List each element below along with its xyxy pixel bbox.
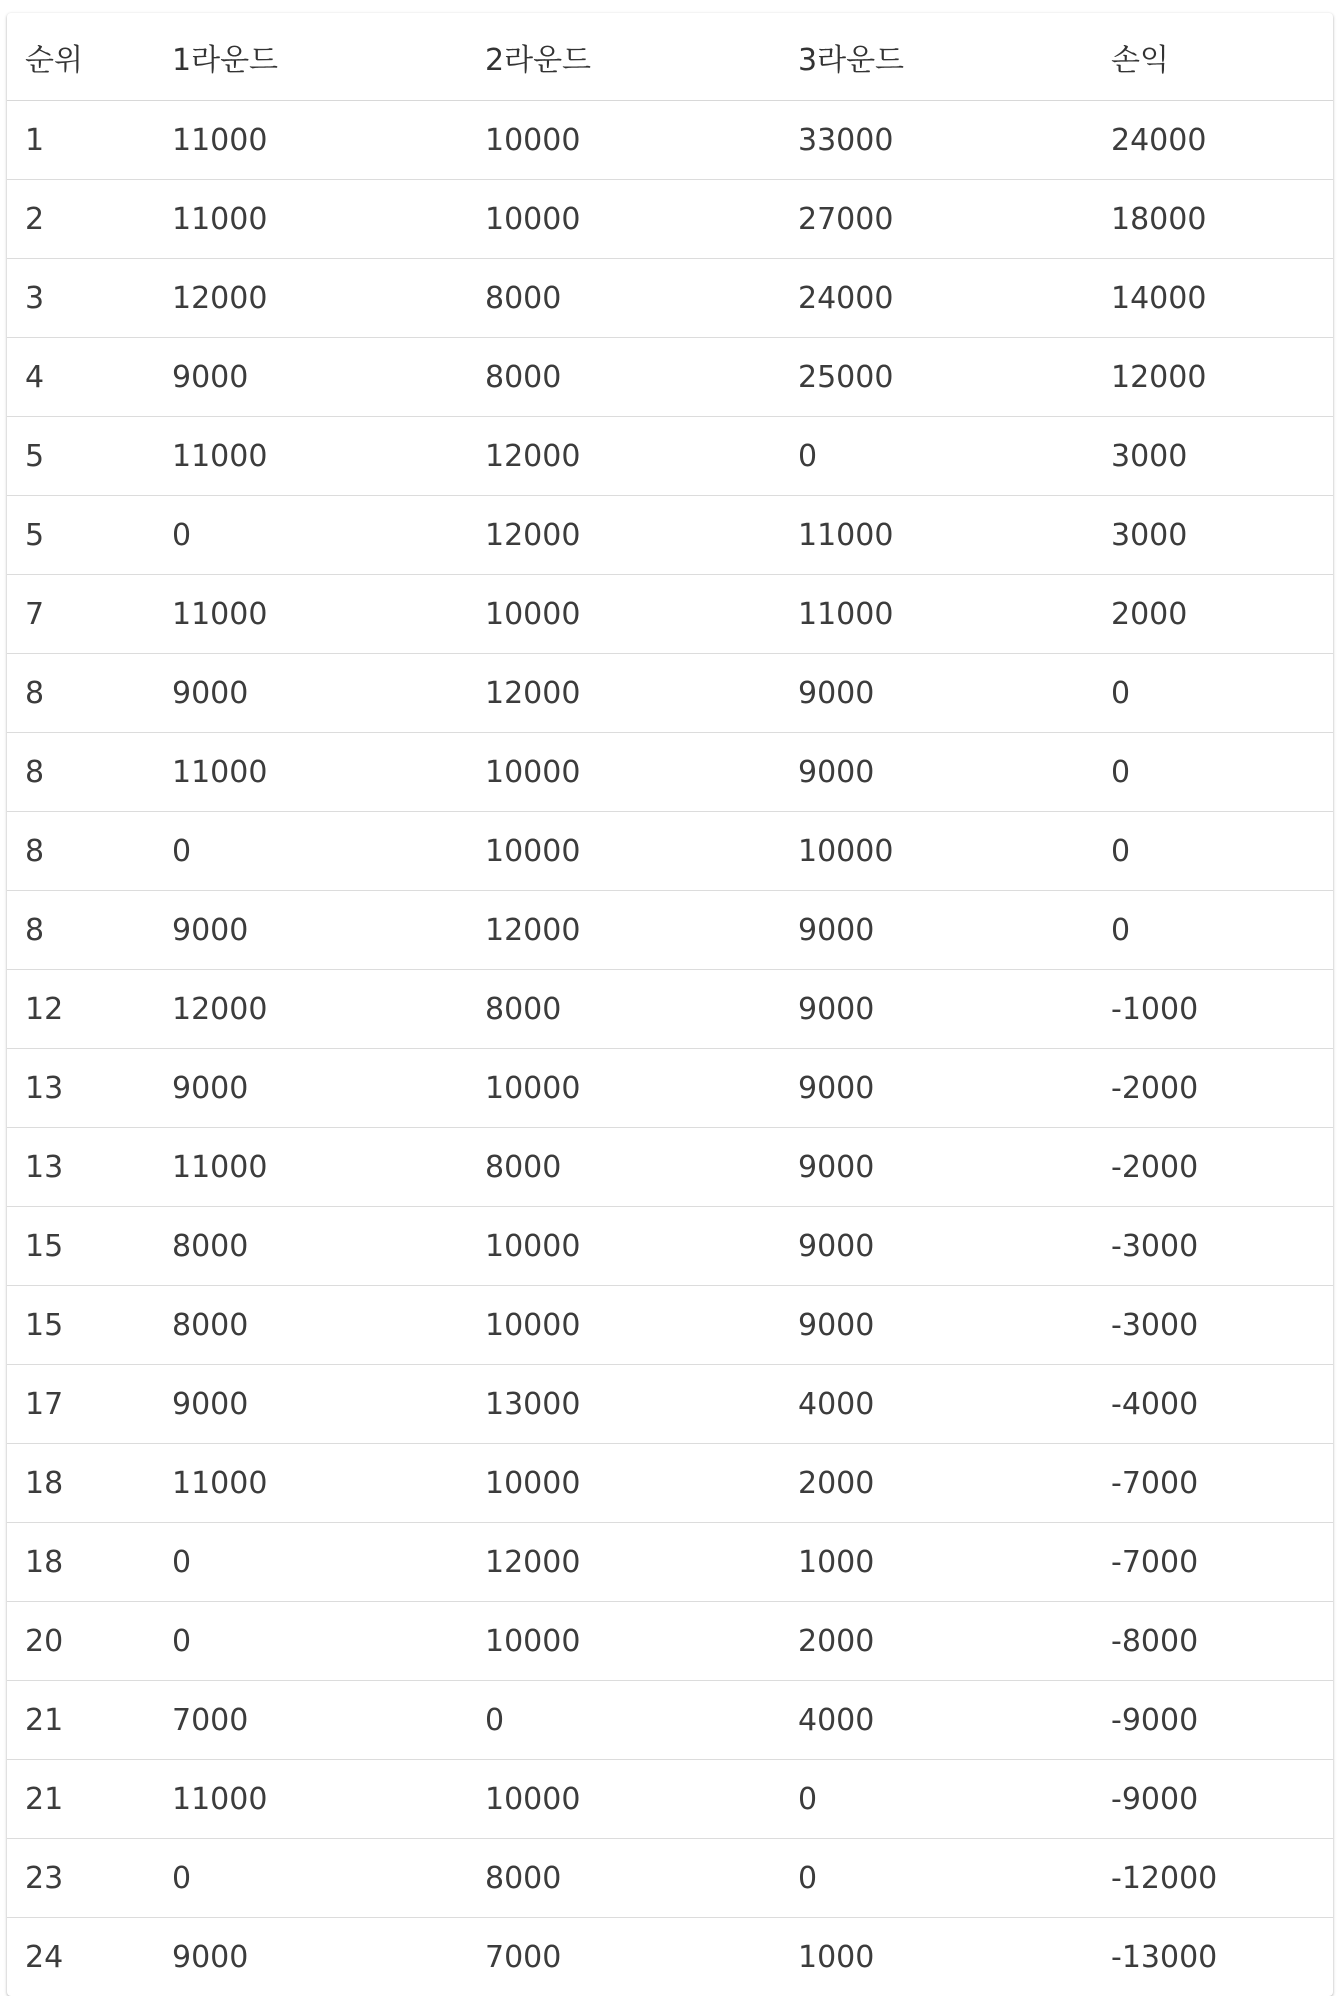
cell-round-3: 9000 — [780, 654, 1093, 733]
cell-round-1: 8000 — [154, 1286, 467, 1365]
cell-round-2: 12000 — [467, 1523, 780, 1602]
cell-round-1: 9000 — [154, 891, 467, 970]
cell-profit-loss: -13000 — [1093, 1918, 1333, 1996]
cell-rank: 2 — [7, 180, 154, 259]
cell-round-2: 8000 — [467, 1128, 780, 1207]
cell-rank: 21 — [7, 1760, 154, 1839]
cell-profit-loss: 3000 — [1093, 496, 1333, 575]
cell-round-1: 8000 — [154, 1207, 467, 1286]
cell-profit-loss: 14000 — [1093, 259, 1333, 338]
cell-profit-loss: 0 — [1093, 733, 1333, 812]
cell-rank: 4 — [7, 338, 154, 417]
table-row — [7, 1444, 1333, 1523]
cell-profit-loss: 18000 — [1093, 180, 1333, 259]
cell-round-2: 10000 — [467, 180, 780, 259]
cell-round-3: 9000 — [780, 970, 1093, 1049]
table-row — [7, 496, 1333, 575]
cell-round-3: 2000 — [780, 1602, 1093, 1681]
cell-rank: 3 — [7, 259, 154, 338]
cell-round-1: 7000 — [154, 1681, 467, 1760]
cell-round-3: 11000 — [780, 575, 1093, 654]
cell-round-3: 9000 — [780, 1207, 1093, 1286]
cell-profit-loss: 24000 — [1093, 101, 1333, 180]
cell-round-1: 11000 — [154, 101, 467, 180]
cell-round-3: 33000 — [780, 101, 1093, 180]
cell-round-1: 11000 — [154, 1128, 467, 1207]
cell-rank: 8 — [7, 812, 154, 891]
cell-round-1: 0 — [154, 496, 467, 575]
table-row — [7, 575, 1333, 654]
cell-round-1: 11000 — [154, 1760, 467, 1839]
cell-profit-loss: 2000 — [1093, 575, 1333, 654]
table-row — [7, 970, 1333, 1049]
cell-rank: 17 — [7, 1365, 154, 1444]
table-row — [7, 1602, 1333, 1681]
cell-round-2: 8000 — [467, 338, 780, 417]
table-row — [7, 338, 1333, 417]
cell-round-3: 4000 — [780, 1681, 1093, 1760]
table-row — [7, 733, 1333, 812]
cell-profit-loss: -3000 — [1093, 1286, 1333, 1365]
cell-round-1: 0 — [154, 812, 467, 891]
cell-round-2: 13000 — [467, 1365, 780, 1444]
table-row — [7, 1286, 1333, 1365]
cell-round-1: 11000 — [154, 417, 467, 496]
cell-rank: 8 — [7, 654, 154, 733]
table-row — [7, 891, 1333, 970]
cell-rank: 13 — [7, 1128, 154, 1207]
cell-round-2: 10000 — [467, 575, 780, 654]
cell-rank: 5 — [7, 417, 154, 496]
table-row — [7, 1760, 1333, 1839]
cell-round-2: 12000 — [467, 496, 780, 575]
cell-profit-loss: 0 — [1093, 812, 1333, 891]
header-rank: 순위 — [7, 13, 154, 101]
cell-round-2: 10000 — [467, 101, 780, 180]
cell-round-1: 12000 — [154, 970, 467, 1049]
cell-round-2: 10000 — [467, 812, 780, 891]
cell-round-3: 4000 — [780, 1365, 1093, 1444]
cell-round-2: 12000 — [467, 654, 780, 733]
header-round-3: 3라운드 — [780, 13, 1093, 101]
table-row — [7, 1523, 1333, 1602]
cell-rank: 23 — [7, 1839, 154, 1918]
cell-profit-loss: -2000 — [1093, 1049, 1333, 1128]
header-round-2: 2라운드 — [467, 13, 780, 101]
cell-round-2: 10000 — [467, 733, 780, 812]
cell-rank: 21 — [7, 1681, 154, 1760]
cell-profit-loss: -8000 — [1093, 1602, 1333, 1681]
cell-round-2: 10000 — [467, 1760, 780, 1839]
cell-round-1: 0 — [154, 1602, 467, 1681]
cell-profit-loss: -9000 — [1093, 1681, 1333, 1760]
cell-round-2: 10000 — [467, 1444, 780, 1523]
cell-round-2: 10000 — [467, 1049, 780, 1128]
cell-round-3: 9000 — [780, 733, 1093, 812]
table-header-row — [7, 13, 1333, 101]
cell-round-2: 8000 — [467, 1839, 780, 1918]
table-row — [7, 1839, 1333, 1918]
cell-rank: 1 — [7, 101, 154, 180]
cell-rank: 18 — [7, 1444, 154, 1523]
table-row — [7, 1681, 1333, 1760]
cell-round-3: 10000 — [780, 812, 1093, 891]
cell-rank: 24 — [7, 1918, 154, 1996]
cell-round-3: 1000 — [780, 1523, 1093, 1602]
cell-round-2: 0 — [467, 1681, 780, 1760]
cell-profit-loss: 0 — [1093, 891, 1333, 970]
table-row — [7, 654, 1333, 733]
cell-round-3: 9000 — [780, 1049, 1093, 1128]
cell-profit-loss: -3000 — [1093, 1207, 1333, 1286]
table-row — [7, 180, 1333, 259]
header-profit-loss: 손익 — [1093, 13, 1333, 101]
cell-profit-loss: -7000 — [1093, 1523, 1333, 1602]
table-row — [7, 812, 1333, 891]
cell-round-1: 0 — [154, 1523, 467, 1602]
table-row — [7, 1918, 1333, 1996]
cell-round-1: 12000 — [154, 259, 467, 338]
results-table-card — [7, 13, 1333, 1996]
table-row — [7, 259, 1333, 338]
table-row — [7, 1049, 1333, 1128]
cell-round-1: 0 — [154, 1839, 467, 1918]
cell-round-1: 9000 — [154, 1049, 467, 1128]
header-round-1: 1라운드 — [154, 13, 467, 101]
cell-rank: 15 — [7, 1286, 154, 1365]
cell-round-1: 9000 — [154, 338, 467, 417]
cell-round-2: 7000 — [467, 1918, 780, 1996]
cell-round-3: 25000 — [780, 338, 1093, 417]
cell-rank: 8 — [7, 733, 154, 812]
cell-profit-loss: 3000 — [1093, 417, 1333, 496]
cell-profit-loss: -4000 — [1093, 1365, 1333, 1444]
table-row — [7, 1207, 1333, 1286]
table-row — [7, 101, 1333, 180]
results-table — [7, 13, 1333, 1996]
cell-profit-loss: 0 — [1093, 654, 1333, 733]
cell-round-2: 10000 — [467, 1602, 780, 1681]
cell-round-1: 11000 — [154, 733, 467, 812]
cell-round-1: 9000 — [154, 1365, 467, 1444]
cell-round-3: 27000 — [780, 180, 1093, 259]
cell-round-1: 11000 — [154, 575, 467, 654]
cell-round-1: 11000 — [154, 1444, 467, 1523]
cell-rank: 15 — [7, 1207, 154, 1286]
cell-profit-loss: 12000 — [1093, 338, 1333, 417]
table-row — [7, 1365, 1333, 1444]
cell-rank: 18 — [7, 1523, 154, 1602]
cell-round-2: 8000 — [467, 970, 780, 1049]
cell-rank: 13 — [7, 1049, 154, 1128]
cell-round-2: 12000 — [467, 417, 780, 496]
cell-round-3: 0 — [780, 1839, 1093, 1918]
table-body — [7, 101, 1333, 1996]
cell-round-1: 9000 — [154, 654, 467, 733]
cell-round-3: 9000 — [780, 1286, 1093, 1365]
cell-round-3: 9000 — [780, 891, 1093, 970]
cell-rank: 20 — [7, 1602, 154, 1681]
cell-round-1: 9000 — [154, 1918, 467, 1996]
cell-rank: 12 — [7, 970, 154, 1049]
table-row — [7, 417, 1333, 496]
cell-round-3: 24000 — [780, 259, 1093, 338]
cell-profit-loss: -12000 — [1093, 1839, 1333, 1918]
cell-round-2: 10000 — [467, 1286, 780, 1365]
cell-rank: 5 — [7, 496, 154, 575]
cell-round-2: 8000 — [467, 259, 780, 338]
cell-round-3: 9000 — [780, 1128, 1093, 1207]
cell-round-3: 2000 — [780, 1444, 1093, 1523]
cell-round-2: 10000 — [467, 1207, 780, 1286]
cell-rank: 7 — [7, 575, 154, 654]
cell-profit-loss: -2000 — [1093, 1128, 1333, 1207]
cell-round-2: 12000 — [467, 891, 780, 970]
table-row — [7, 1128, 1333, 1207]
cell-profit-loss: -9000 — [1093, 1760, 1333, 1839]
cell-profit-loss: -7000 — [1093, 1444, 1333, 1523]
cell-round-3: 0 — [780, 417, 1093, 496]
cell-round-3: 11000 — [780, 496, 1093, 575]
cell-round-3: 1000 — [780, 1918, 1093, 1996]
cell-round-3: 0 — [780, 1760, 1093, 1839]
cell-rank: 8 — [7, 891, 154, 970]
cell-profit-loss: -1000 — [1093, 970, 1333, 1049]
cell-round-1: 11000 — [154, 180, 467, 259]
